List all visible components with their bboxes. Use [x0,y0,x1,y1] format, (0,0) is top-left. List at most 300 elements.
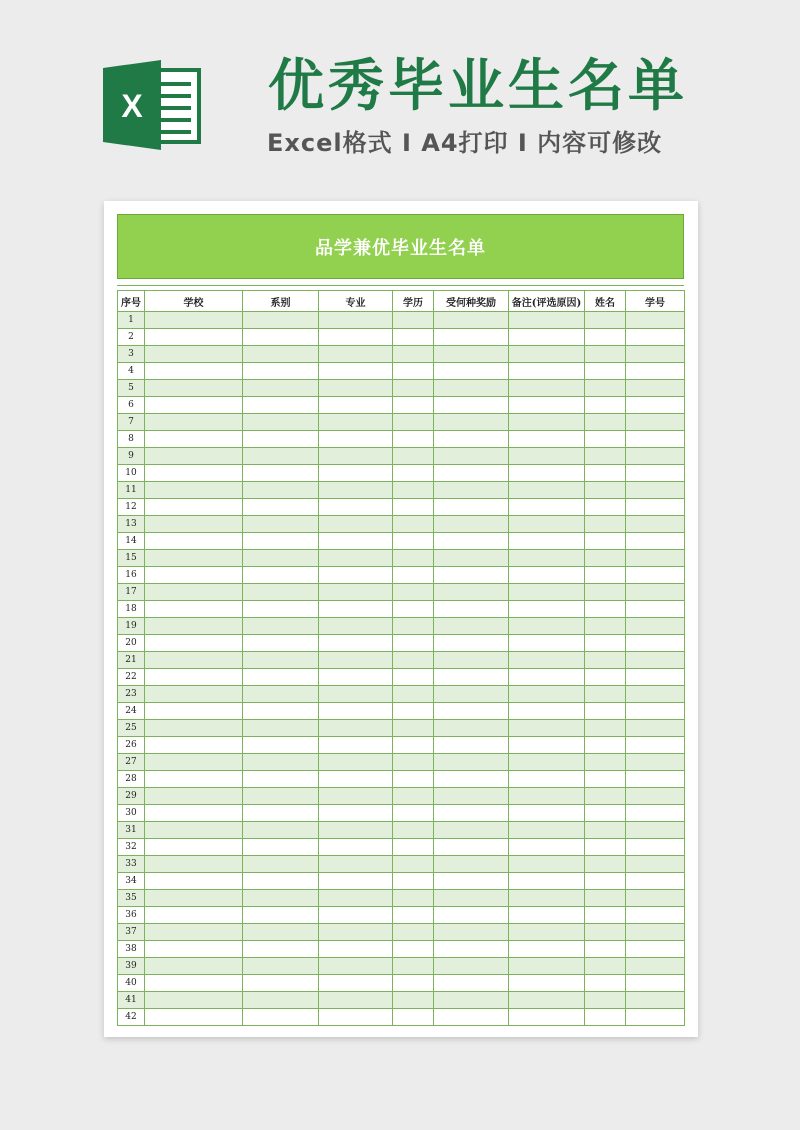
table-cell[interactable] [319,873,393,890]
table-cell[interactable] [243,448,319,465]
table-cell[interactable] [585,635,626,652]
table-cell[interactable] [243,431,319,448]
table-cell[interactable] [243,992,319,1009]
table-cell[interactable] [434,312,509,329]
table-cell[interactable] [145,465,243,482]
table-cell[interactable] [434,839,509,856]
table-cell[interactable] [626,992,685,1009]
table-cell[interactable] [243,601,319,618]
table-cell[interactable] [393,482,434,499]
table-cell[interactable] [509,618,585,635]
table-cell[interactable] [145,567,243,584]
table-cell[interactable] [509,601,585,618]
table-cell[interactable] [393,1009,434,1026]
table-cell[interactable] [319,975,393,992]
table-cell[interactable] [626,856,685,873]
table-cell[interactable] [626,363,685,380]
table-cell[interactable] [393,822,434,839]
table-cell[interactable] [509,448,585,465]
table-cell[interactable] [434,890,509,907]
table-cell[interactable] [393,363,434,380]
table-cell[interactable] [509,465,585,482]
table-cell[interactable] [393,805,434,822]
table-cell[interactable] [509,584,585,601]
table-cell[interactable] [145,516,243,533]
table-cell[interactable] [509,414,585,431]
table-cell[interactable] [319,839,393,856]
table-cell[interactable] [393,703,434,720]
table-cell[interactable] [243,329,319,346]
table-cell[interactable] [509,703,585,720]
table-cell[interactable] [145,941,243,958]
table-cell[interactable] [319,380,393,397]
table-cell[interactable] [393,380,434,397]
table-cell[interactable] [626,516,685,533]
table-cell[interactable] [243,567,319,584]
table-cell[interactable] [434,992,509,1009]
table-cell[interactable] [626,465,685,482]
table-cell[interactable] [243,482,319,499]
table-cell[interactable] [626,346,685,363]
table-cell[interactable] [585,363,626,380]
table-cell[interactable] [319,516,393,533]
table-cell[interactable] [393,635,434,652]
table-cell[interactable] [585,873,626,890]
table-cell[interactable] [393,329,434,346]
table-cell[interactable] [626,720,685,737]
table-cell[interactable] [393,856,434,873]
table-cell[interactable] [145,448,243,465]
table-cell[interactable] [626,771,685,788]
table-cell[interactable] [243,499,319,516]
table-cell[interactable] [393,754,434,771]
table-cell[interactable] [319,533,393,550]
table-cell[interactable] [319,312,393,329]
table-cell[interactable] [509,550,585,567]
table-cell[interactable] [145,635,243,652]
table-cell[interactable] [585,567,626,584]
table-cell[interactable] [626,1009,685,1026]
table-cell[interactable] [393,618,434,635]
table-cell[interactable] [243,703,319,720]
table-cell[interactable] [319,686,393,703]
table-cell[interactable] [434,788,509,805]
table-cell[interactable] [434,346,509,363]
table-cell[interactable] [393,958,434,975]
table-cell[interactable] [585,431,626,448]
table-cell[interactable] [145,975,243,992]
table-cell[interactable] [509,720,585,737]
table-cell[interactable] [393,584,434,601]
table-cell[interactable] [243,924,319,941]
table-cell[interactable] [145,686,243,703]
table-cell[interactable] [393,465,434,482]
table-cell[interactable] [319,890,393,907]
table-cell[interactable] [319,618,393,635]
table-cell[interactable] [145,703,243,720]
table-cell[interactable] [145,805,243,822]
table-cell[interactable] [626,924,685,941]
table-cell[interactable] [393,652,434,669]
table-cell[interactable] [509,567,585,584]
table-cell[interactable] [434,618,509,635]
table-cell[interactable] [509,788,585,805]
table-cell[interactable] [319,754,393,771]
table-cell[interactable] [626,703,685,720]
table-cell[interactable] [434,771,509,788]
table-cell[interactable] [145,312,243,329]
table-cell[interactable] [145,1009,243,1026]
table-cell[interactable] [243,958,319,975]
table-cell[interactable] [243,414,319,431]
table-cell[interactable] [319,1009,393,1026]
table-cell[interactable] [319,805,393,822]
table-cell[interactable] [319,703,393,720]
table-cell[interactable] [145,839,243,856]
table-cell[interactable] [145,550,243,567]
table-cell[interactable] [145,771,243,788]
table-cell[interactable] [626,805,685,822]
table-cell[interactable] [319,788,393,805]
table-cell[interactable] [319,601,393,618]
table-cell[interactable] [585,720,626,737]
table-cell[interactable] [434,822,509,839]
table-cell[interactable] [509,329,585,346]
table-cell[interactable] [145,737,243,754]
table-cell[interactable] [243,346,319,363]
table-cell[interactable] [585,924,626,941]
table-cell[interactable] [509,754,585,771]
table-cell[interactable] [319,482,393,499]
table-cell[interactable] [626,669,685,686]
table-cell[interactable] [585,533,626,550]
table-cell[interactable] [509,822,585,839]
table-cell[interactable] [145,992,243,1009]
table-cell[interactable] [393,686,434,703]
table-cell[interactable] [585,397,626,414]
table-cell[interactable] [243,584,319,601]
table-cell[interactable] [585,465,626,482]
table-cell[interactable] [243,397,319,414]
table-cell[interactable] [319,856,393,873]
table-cell[interactable] [145,890,243,907]
table-cell[interactable] [434,550,509,567]
table-cell[interactable] [243,975,319,992]
table-cell[interactable] [585,448,626,465]
table-cell[interactable] [434,499,509,516]
table-cell[interactable] [585,346,626,363]
table-cell[interactable] [243,533,319,550]
table-cell[interactable] [393,431,434,448]
table-cell[interactable] [393,737,434,754]
table-cell[interactable] [319,448,393,465]
table-cell[interactable] [243,312,319,329]
table-cell[interactable] [319,499,393,516]
table-cell[interactable] [319,635,393,652]
table-cell[interactable] [393,839,434,856]
table-cell[interactable] [585,1009,626,1026]
table-cell[interactable] [393,720,434,737]
table-cell[interactable] [243,822,319,839]
table-cell[interactable] [319,958,393,975]
table-cell[interactable] [626,414,685,431]
table-cell[interactable] [243,754,319,771]
table-cell[interactable] [319,907,393,924]
table-cell[interactable] [393,873,434,890]
table-cell[interactable] [626,822,685,839]
table-cell[interactable] [626,584,685,601]
table-cell[interactable] [585,516,626,533]
table-cell[interactable] [243,465,319,482]
table-cell[interactable] [319,414,393,431]
table-cell[interactable] [319,669,393,686]
table-cell[interactable] [145,669,243,686]
table-cell[interactable] [509,856,585,873]
table-cell[interactable] [585,618,626,635]
table-cell[interactable] [319,363,393,380]
table-cell[interactable] [145,346,243,363]
table-cell[interactable] [243,686,319,703]
table-cell[interactable] [585,584,626,601]
table-cell[interactable] [393,669,434,686]
table-cell[interactable] [585,754,626,771]
table-cell[interactable] [243,380,319,397]
table-cell[interactable] [145,397,243,414]
table-cell[interactable] [626,635,685,652]
table-cell[interactable] [585,788,626,805]
table-cell[interactable] [145,958,243,975]
table-cell[interactable] [145,601,243,618]
table-cell[interactable] [145,380,243,397]
table-cell[interactable] [319,720,393,737]
table-cell[interactable] [145,584,243,601]
table-cell[interactable] [585,856,626,873]
table-cell[interactable] [434,516,509,533]
table-cell[interactable] [434,720,509,737]
table-cell[interactable] [393,312,434,329]
table-cell[interactable] [434,448,509,465]
table-cell[interactable] [145,499,243,516]
table-cell[interactable] [585,907,626,924]
table-cell[interactable] [243,363,319,380]
table-cell[interactable] [509,397,585,414]
table-cell[interactable] [393,924,434,941]
table-cell[interactable] [434,533,509,550]
table-cell[interactable] [145,329,243,346]
table-cell[interactable] [145,788,243,805]
table-cell[interactable] [585,737,626,754]
table-cell[interactable] [319,941,393,958]
table-cell[interactable] [585,499,626,516]
table-cell[interactable] [243,516,319,533]
table-cell[interactable] [509,346,585,363]
table-cell[interactable] [243,805,319,822]
table-cell[interactable] [145,873,243,890]
table-cell[interactable] [626,448,685,465]
table-cell[interactable] [434,737,509,754]
table-cell[interactable] [626,499,685,516]
table-cell[interactable] [319,329,393,346]
table-cell[interactable] [585,839,626,856]
table-cell[interactable] [393,975,434,992]
table-cell[interactable] [145,618,243,635]
table-cell[interactable] [243,669,319,686]
table-cell[interactable] [393,550,434,567]
table-cell[interactable] [585,601,626,618]
table-cell[interactable] [145,754,243,771]
table-cell[interactable] [585,686,626,703]
table-cell[interactable] [585,992,626,1009]
table-cell[interactable] [509,737,585,754]
table-cell[interactable] [626,873,685,890]
table-cell[interactable] [585,312,626,329]
table-cell[interactable] [585,890,626,907]
table-cell[interactable] [434,363,509,380]
table-cell[interactable] [393,516,434,533]
table-cell[interactable] [319,652,393,669]
table-cell[interactable] [509,516,585,533]
table-cell[interactable] [509,771,585,788]
table-cell[interactable] [509,635,585,652]
table-cell[interactable] [585,414,626,431]
table-cell[interactable] [393,499,434,516]
table-cell[interactable] [434,924,509,941]
table-cell[interactable] [393,397,434,414]
table-cell[interactable] [509,431,585,448]
table-cell[interactable] [319,992,393,1009]
table-cell[interactable] [509,924,585,941]
table-cell[interactable] [585,771,626,788]
table-cell[interactable] [434,414,509,431]
table-cell[interactable] [626,431,685,448]
table-cell[interactable] [509,907,585,924]
table-cell[interactable] [319,822,393,839]
table-cell[interactable] [434,856,509,873]
table-cell[interactable] [434,329,509,346]
table-cell[interactable] [243,771,319,788]
table-cell[interactable] [509,958,585,975]
table-cell[interactable] [243,788,319,805]
table-cell[interactable] [319,550,393,567]
table-cell[interactable] [434,805,509,822]
table-cell[interactable] [145,822,243,839]
table-cell[interactable] [319,584,393,601]
table-cell[interactable] [626,754,685,771]
table-cell[interactable] [626,533,685,550]
table-cell[interactable] [585,550,626,567]
table-cell[interactable] [585,329,626,346]
table-cell[interactable] [145,482,243,499]
table-cell[interactable] [145,363,243,380]
table-cell[interactable] [509,669,585,686]
table-cell[interactable] [393,941,434,958]
table-cell[interactable] [243,941,319,958]
table-cell[interactable] [626,601,685,618]
table-cell[interactable] [626,482,685,499]
table-cell[interactable] [434,907,509,924]
table-cell[interactable] [393,907,434,924]
table-cell[interactable] [585,482,626,499]
table-cell[interactable] [145,652,243,669]
table-cell[interactable] [434,975,509,992]
table-cell[interactable] [434,601,509,618]
table-cell[interactable] [585,703,626,720]
table-cell[interactable] [585,822,626,839]
table-cell[interactable] [509,363,585,380]
table-cell[interactable] [434,431,509,448]
table-cell[interactable] [319,465,393,482]
table-cell[interactable] [434,703,509,720]
table-cell[interactable] [585,652,626,669]
table-cell[interactable] [626,397,685,414]
table-cell[interactable] [626,550,685,567]
table-cell[interactable] [626,380,685,397]
table-cell[interactable] [393,448,434,465]
table-cell[interactable] [509,482,585,499]
table-cell[interactable] [319,346,393,363]
table-cell[interactable] [145,924,243,941]
table-cell[interactable] [626,737,685,754]
table-cell[interactable] [393,414,434,431]
table-cell[interactable] [626,975,685,992]
table-cell[interactable] [509,890,585,907]
table-cell[interactable] [434,958,509,975]
table-cell[interactable] [509,1009,585,1026]
table-cell[interactable] [393,992,434,1009]
table-cell[interactable] [393,346,434,363]
table-cell[interactable] [509,839,585,856]
table-cell[interactable] [509,992,585,1009]
table-cell[interactable] [145,907,243,924]
table-cell[interactable] [319,397,393,414]
table-cell[interactable] [145,533,243,550]
table-cell[interactable] [434,652,509,669]
table-cell[interactable] [509,499,585,516]
table-cell[interactable] [626,312,685,329]
table-cell[interactable] [585,975,626,992]
table-cell[interactable] [585,380,626,397]
table-cell[interactable] [393,533,434,550]
table-cell[interactable] [434,1009,509,1026]
table-cell[interactable] [509,975,585,992]
table-cell[interactable] [243,550,319,567]
table-cell[interactable] [626,567,685,584]
table-cell[interactable] [393,788,434,805]
table-cell[interactable] [434,482,509,499]
table-cell[interactable] [626,839,685,856]
table-cell[interactable] [243,1009,319,1026]
table-cell[interactable] [434,465,509,482]
table-cell[interactable] [393,771,434,788]
table-cell[interactable] [243,873,319,890]
table-cell[interactable] [243,737,319,754]
table-cell[interactable] [243,720,319,737]
table-cell[interactable] [626,958,685,975]
table-cell[interactable] [434,584,509,601]
table-cell[interactable] [319,924,393,941]
table-cell[interactable] [585,805,626,822]
table-cell[interactable] [145,414,243,431]
table-cell[interactable] [434,567,509,584]
table-cell[interactable] [585,941,626,958]
table-cell[interactable] [243,839,319,856]
table-cell[interactable] [434,635,509,652]
table-cell[interactable] [319,431,393,448]
table-cell[interactable] [626,788,685,805]
table-cell[interactable] [434,380,509,397]
table-cell[interactable] [585,669,626,686]
table-cell[interactable] [243,890,319,907]
